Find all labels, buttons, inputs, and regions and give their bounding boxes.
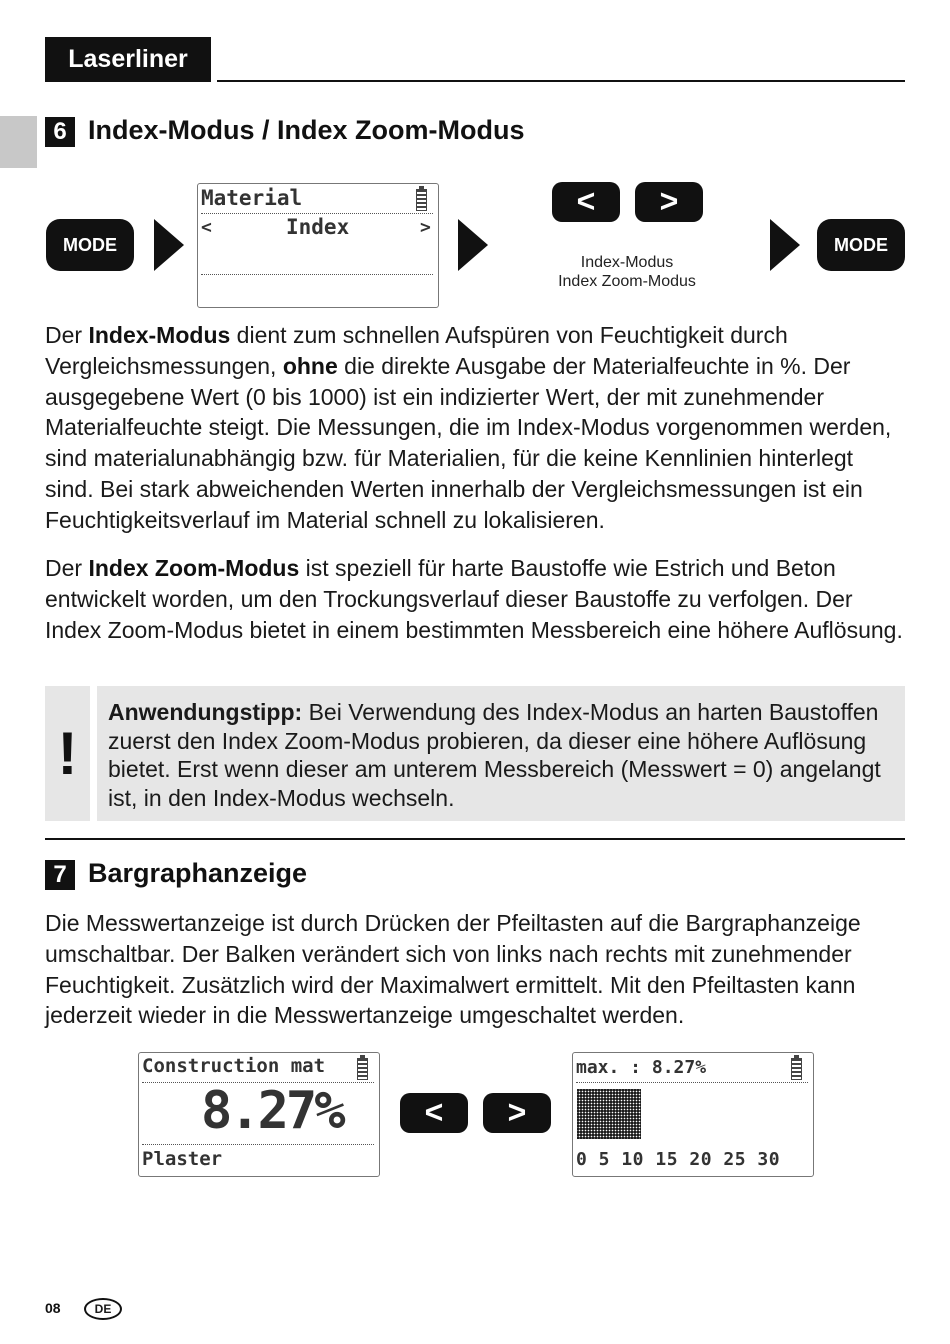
paragraph-bargraph: Die Messwertanzeige ist durch Drücken der Pfeiltasten auf die Bargraphanzeige umschaltbar. Der Balken verändert sich von links nach rechts mit zunehmender Feuchtigkeit. Zusätzlich wird der Maximalwert ermittelt. Mit den Pfeiltasten kann jederzeit wieder in die Messwertanzeige umgeschaltet werden. xyxy=(45,910,861,1029)
paragraph-index-mode xyxy=(45,320,905,536)
language-badge: DE xyxy=(84,1298,122,1320)
arrow-right-icon xyxy=(154,219,184,271)
header-rule xyxy=(217,80,905,82)
lcd-separator xyxy=(201,274,433,275)
caption-index-zoom-mode: Index Zoom-Modus xyxy=(558,273,696,290)
mode-button-left: MODE xyxy=(46,219,134,271)
warning-icon: ! xyxy=(45,686,90,821)
lcd-measured-value: 8.27% xyxy=(201,1081,343,1141)
bold-term: Index-Modus xyxy=(88,322,231,348)
arrow-right-button: > xyxy=(483,1093,551,1133)
mode-caption xyxy=(527,253,727,291)
lcd-material-name: Construction mat xyxy=(142,1055,326,1077)
arrow-left-button: < xyxy=(400,1093,468,1133)
paragraph-index-zoom-mode xyxy=(45,553,905,645)
section-divider xyxy=(45,838,905,840)
text-run: Der xyxy=(45,555,89,581)
bargraph-bar xyxy=(577,1089,641,1139)
arrow-left-button: < xyxy=(552,182,620,222)
lcd-bargraph-scale: 0 5 10 15 20 25 30 xyxy=(576,1149,781,1170)
battery-icon xyxy=(416,189,427,211)
lcd-max-value: max. : 8.27% xyxy=(576,1057,707,1078)
caption-index-mode: Index-Modus xyxy=(580,254,674,271)
lcd-separator xyxy=(576,1082,808,1083)
bold-term: Index Zoom-Modus xyxy=(88,555,300,581)
section-7-title: Bargraphanzeige xyxy=(88,858,308,888)
lcd-index-display xyxy=(197,183,439,308)
tip-text xyxy=(108,698,898,812)
text-run: Der xyxy=(45,322,89,348)
brand-logo: Laserliner xyxy=(45,37,211,82)
section-6-number: 6 xyxy=(45,117,75,147)
battery-icon xyxy=(357,1058,368,1080)
text-run: ist speziell für harte Baustoffe wie Estrich und Beton entwickelt worden, um den Trockungsverlauf dieser Baustoffe zu verfolgen. Der Index Zoom-Modus bietet in einem bestimmten Messbereich eine höhere Auflösung. xyxy=(45,555,903,643)
page-number: 08 xyxy=(45,1300,61,1316)
arrow-right-icon xyxy=(458,219,488,271)
section-6-title: Index-Modus / Index Zoom-Modus xyxy=(88,115,525,145)
bold-term: ohne xyxy=(282,352,338,379)
lcd-measurement-display xyxy=(138,1052,380,1177)
side-tab-marker xyxy=(0,116,37,168)
arrow-right-icon xyxy=(770,219,800,271)
tip-body: Bei Verwendung des Index-Modus an harten Baustoffen zuerst den Index Zoom-Modus probieren, da dieser eine höhere Auflösung bietet. Erst wenn dieser am unterem Messbereich (Messwert = 0) angelangt ist, in den Index-Modus wechseln. xyxy=(108,699,881,811)
lcd-bargraph-display xyxy=(572,1052,814,1177)
lcd-chevron-right-icon: > xyxy=(420,217,431,238)
lcd-chevron-left-icon: < xyxy=(201,217,212,238)
lcd-material-label: Material xyxy=(201,186,303,210)
battery-icon xyxy=(791,1058,802,1080)
arrow-right-button: > xyxy=(635,182,703,222)
lcd-separator xyxy=(201,213,433,214)
lcd-separator xyxy=(142,1144,374,1145)
text-run: die direkte Ausgabe der Materialfeuchte in %. Der ausgegebene Wert (0 bis 1000) ist ein indizierter Wert, der mit zunehmender Materialfeuchte steigt. Die Messungen, die im Index-Modus vorgenommen werden, sind materialunabhängig bzw. für Materialien, für die keine Kennlinien hinterlegt sind. Bei stark abweichenden Werten innerhalb der Vergleichsmessungen ist ein Feuchtigkeitsverlauf im Material schnell zu lokalisieren. xyxy=(45,352,892,533)
text-run: dient zum schnellen Aufspüren von Feuchtigkeit durch Vergleichsmessungen, xyxy=(45,322,788,379)
lcd-material-type: Plaster xyxy=(142,1148,223,1170)
section-7-number: 7 xyxy=(45,860,75,890)
mode-button-right: MODE xyxy=(817,219,905,271)
tip-label: Anwendungstipp: xyxy=(108,699,303,725)
lcd-index-label: Index xyxy=(286,215,350,239)
